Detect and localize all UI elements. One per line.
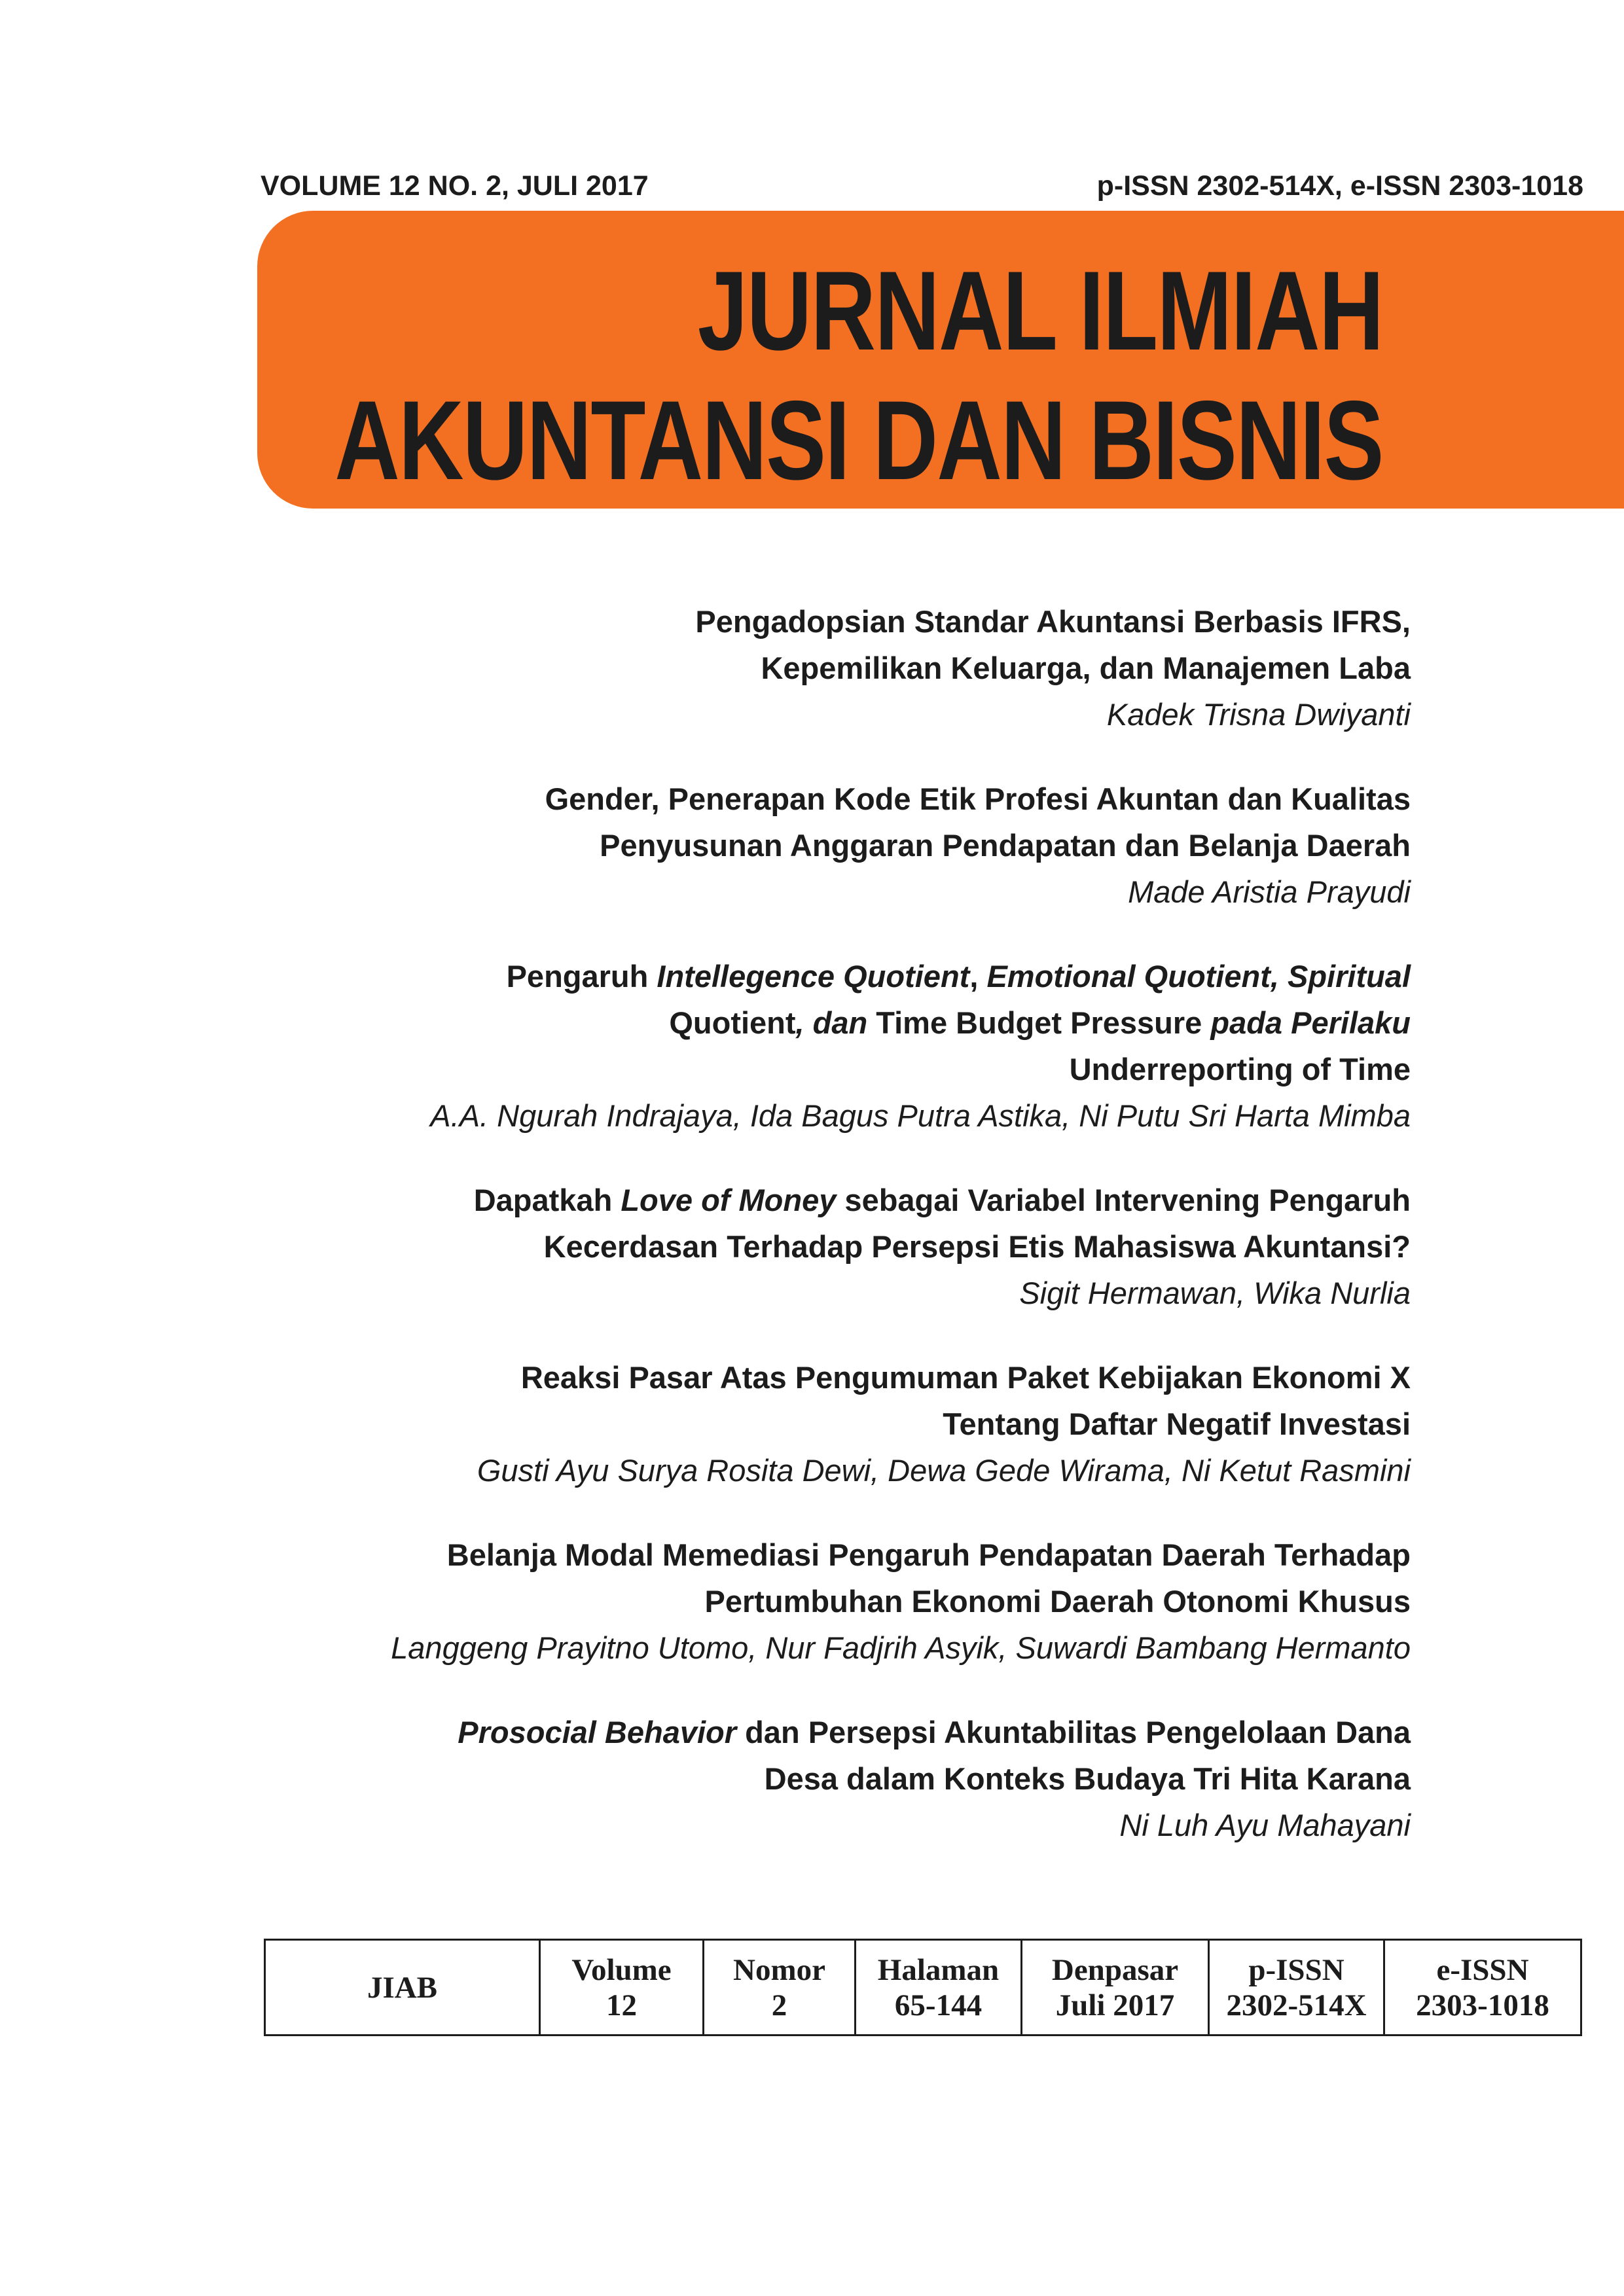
info-cell-text: p-ISSN bbox=[1248, 1952, 1344, 1987]
article-entry bbox=[101, 953, 1411, 1139]
article-title-line bbox=[101, 1709, 1411, 1755]
info-cell bbox=[265, 1940, 540, 2036]
article-title-line bbox=[101, 1532, 1411, 1578]
article-title-text: , bbox=[969, 959, 987, 994]
journal-title-line-2: AKUNTANSI DAN BISNIS bbox=[334, 378, 1383, 503]
article-authors: Made Aristia Prayudi bbox=[1128, 874, 1411, 909]
info-cell-text: 12 bbox=[606, 1988, 637, 2022]
article-title-text: Pengadopsian Standar Akuntansi Berbasis IFRS, bbox=[695, 604, 1411, 639]
article-title-line bbox=[101, 776, 1411, 822]
info-cell bbox=[856, 1940, 1022, 2036]
article-authors: Gusti Ayu Surya Rosita Dewi, Dewa Gede Wirama, Ni Ketut Rasmini bbox=[477, 1453, 1411, 1488]
article-entry bbox=[101, 776, 1411, 915]
article-title-italic: Intellegence Quotient bbox=[657, 959, 970, 994]
info-cell bbox=[540, 1940, 704, 2036]
article-title-text: Reaksi Pasar Atas Pengumuman Paket Kebijakan Ekonomi X bbox=[520, 1360, 1411, 1395]
article-title-italic: Love of Money bbox=[621, 1183, 837, 1217]
article-entry bbox=[101, 1709, 1411, 1848]
article-title-line bbox=[101, 598, 1411, 645]
article-title-text: Belanja Modal Memediasi Pengaruh Pendapatan Daerah Terhadap bbox=[446, 1537, 1411, 1572]
article-title-line bbox=[101, 1401, 1411, 1447]
article-title-text: Underreporting of Time bbox=[1069, 1052, 1411, 1086]
info-cell-text: Denpasar bbox=[1051, 1952, 1179, 1987]
article-authors: Kadek Trisna Dwiyanti bbox=[1106, 697, 1411, 732]
article-title-italic: Emotional Quotient, Spiritual bbox=[986, 959, 1411, 994]
article-title-text: Time Budget Pressure bbox=[876, 1005, 1202, 1040]
article-title-text: Dapatkah bbox=[473, 1183, 621, 1217]
article-title-line bbox=[101, 1046, 1411, 1092]
info-cell-text: 2303-1018 bbox=[1416, 1988, 1549, 2022]
article-title-text: Pengaruh bbox=[506, 959, 657, 994]
journal-title-line-1: JURNAL ILMIAH bbox=[698, 248, 1383, 374]
article-title-line bbox=[101, 1177, 1411, 1223]
info-cell-text: 2 bbox=[771, 1988, 787, 2022]
article-title-text: Kecerdasan Terhadap Persepsi Etis Mahasiswa Akuntansi? bbox=[543, 1229, 1411, 1264]
article-authors: Sigit Hermawan, Wika Nurlia bbox=[1019, 1276, 1411, 1310]
article-title-line bbox=[101, 953, 1411, 999]
volume-line: VOLUME 12 NO. 2, JULI 2017 bbox=[261, 170, 649, 202]
article-entry bbox=[101, 1177, 1411, 1316]
article-title-text: Gender, Penerapan Kode Etik Profesi Akuntan dan Kualitas bbox=[545, 781, 1411, 816]
article-authors: Ni Luh Ayu Mahayani bbox=[1119, 1808, 1411, 1842]
info-cell bbox=[1384, 1940, 1581, 2036]
article-title-text: Desa dalam Konteks Budaya Tri Hita Karana bbox=[764, 1761, 1411, 1796]
article-title-line bbox=[101, 1354, 1411, 1401]
article-title-text: Penyusunan Anggaran Pendapatan dan Belanja Daerah bbox=[600, 828, 1411, 863]
article-title-line bbox=[101, 1223, 1411, 1270]
article-title-text: Pertumbuhan Ekonomi Daerah Otonomi Khusus bbox=[704, 1584, 1411, 1619]
article-list bbox=[101, 598, 1411, 1886]
article-title-text: dan Persepsi Akuntabilitas Pengelolaan Dana bbox=[736, 1715, 1411, 1749]
info-cell-text: Volume bbox=[571, 1952, 672, 1987]
article-title-line bbox=[101, 1755, 1411, 1802]
info-cell-text: 65-144 bbox=[894, 1988, 983, 2022]
article-entry bbox=[101, 1354, 1411, 1494]
article-entry bbox=[101, 598, 1411, 738]
info-cell bbox=[1209, 1940, 1384, 2036]
article-title-line bbox=[101, 645, 1411, 691]
info-cell-text: Halaman bbox=[877, 1952, 1000, 1987]
info-cell bbox=[704, 1940, 856, 2036]
article-title-italic: pada Perilaku bbox=[1202, 1005, 1411, 1040]
article-title-line bbox=[101, 999, 1411, 1046]
article-title-text: Kepemilikan Keluarga, dan Manajemen Laba bbox=[761, 651, 1411, 685]
article-title-italic: , dan bbox=[795, 1005, 876, 1040]
article-title-text: Tentang Daftar Negatif Investasi bbox=[943, 1407, 1411, 1441]
article-title-line bbox=[101, 1578, 1411, 1624]
article-title-line bbox=[101, 822, 1411, 869]
article-authors: Langgeng Prayitno Utomo, Nur Fadjrih Asyik, Suwardi Bambang Hermanto bbox=[391, 1630, 1411, 1665]
journal-title bbox=[335, 246, 1383, 505]
info-cell-text: e-ISSN bbox=[1436, 1952, 1529, 1987]
article-title-italic: Prosocial Behavior bbox=[458, 1715, 737, 1749]
info-cell-text: 2302-514X bbox=[1226, 1988, 1367, 2022]
issue-info-row bbox=[265, 1940, 1581, 2036]
article-authors: A.A. Ngurah Indrajaya, Ida Bagus Putra Astika, Ni Putu Sri Harta Mimba bbox=[430, 1098, 1411, 1133]
info-cell bbox=[1022, 1940, 1209, 2036]
article-entry bbox=[101, 1532, 1411, 1671]
article-title-text: Quotient bbox=[669, 1005, 796, 1040]
info-cell-text: Nomor bbox=[733, 1952, 825, 1987]
article-title-text: sebagai Variabel Intervening Pengaruh bbox=[836, 1183, 1411, 1217]
info-cell-text: Juli 2017 bbox=[1055, 1988, 1175, 2022]
info-cell-text: JIAB bbox=[367, 1970, 438, 2005]
issn-line: p-ISSN 2302-514X, e-ISSN 2303-1018 bbox=[1096, 170, 1583, 202]
issue-info-table bbox=[264, 1939, 1582, 2036]
